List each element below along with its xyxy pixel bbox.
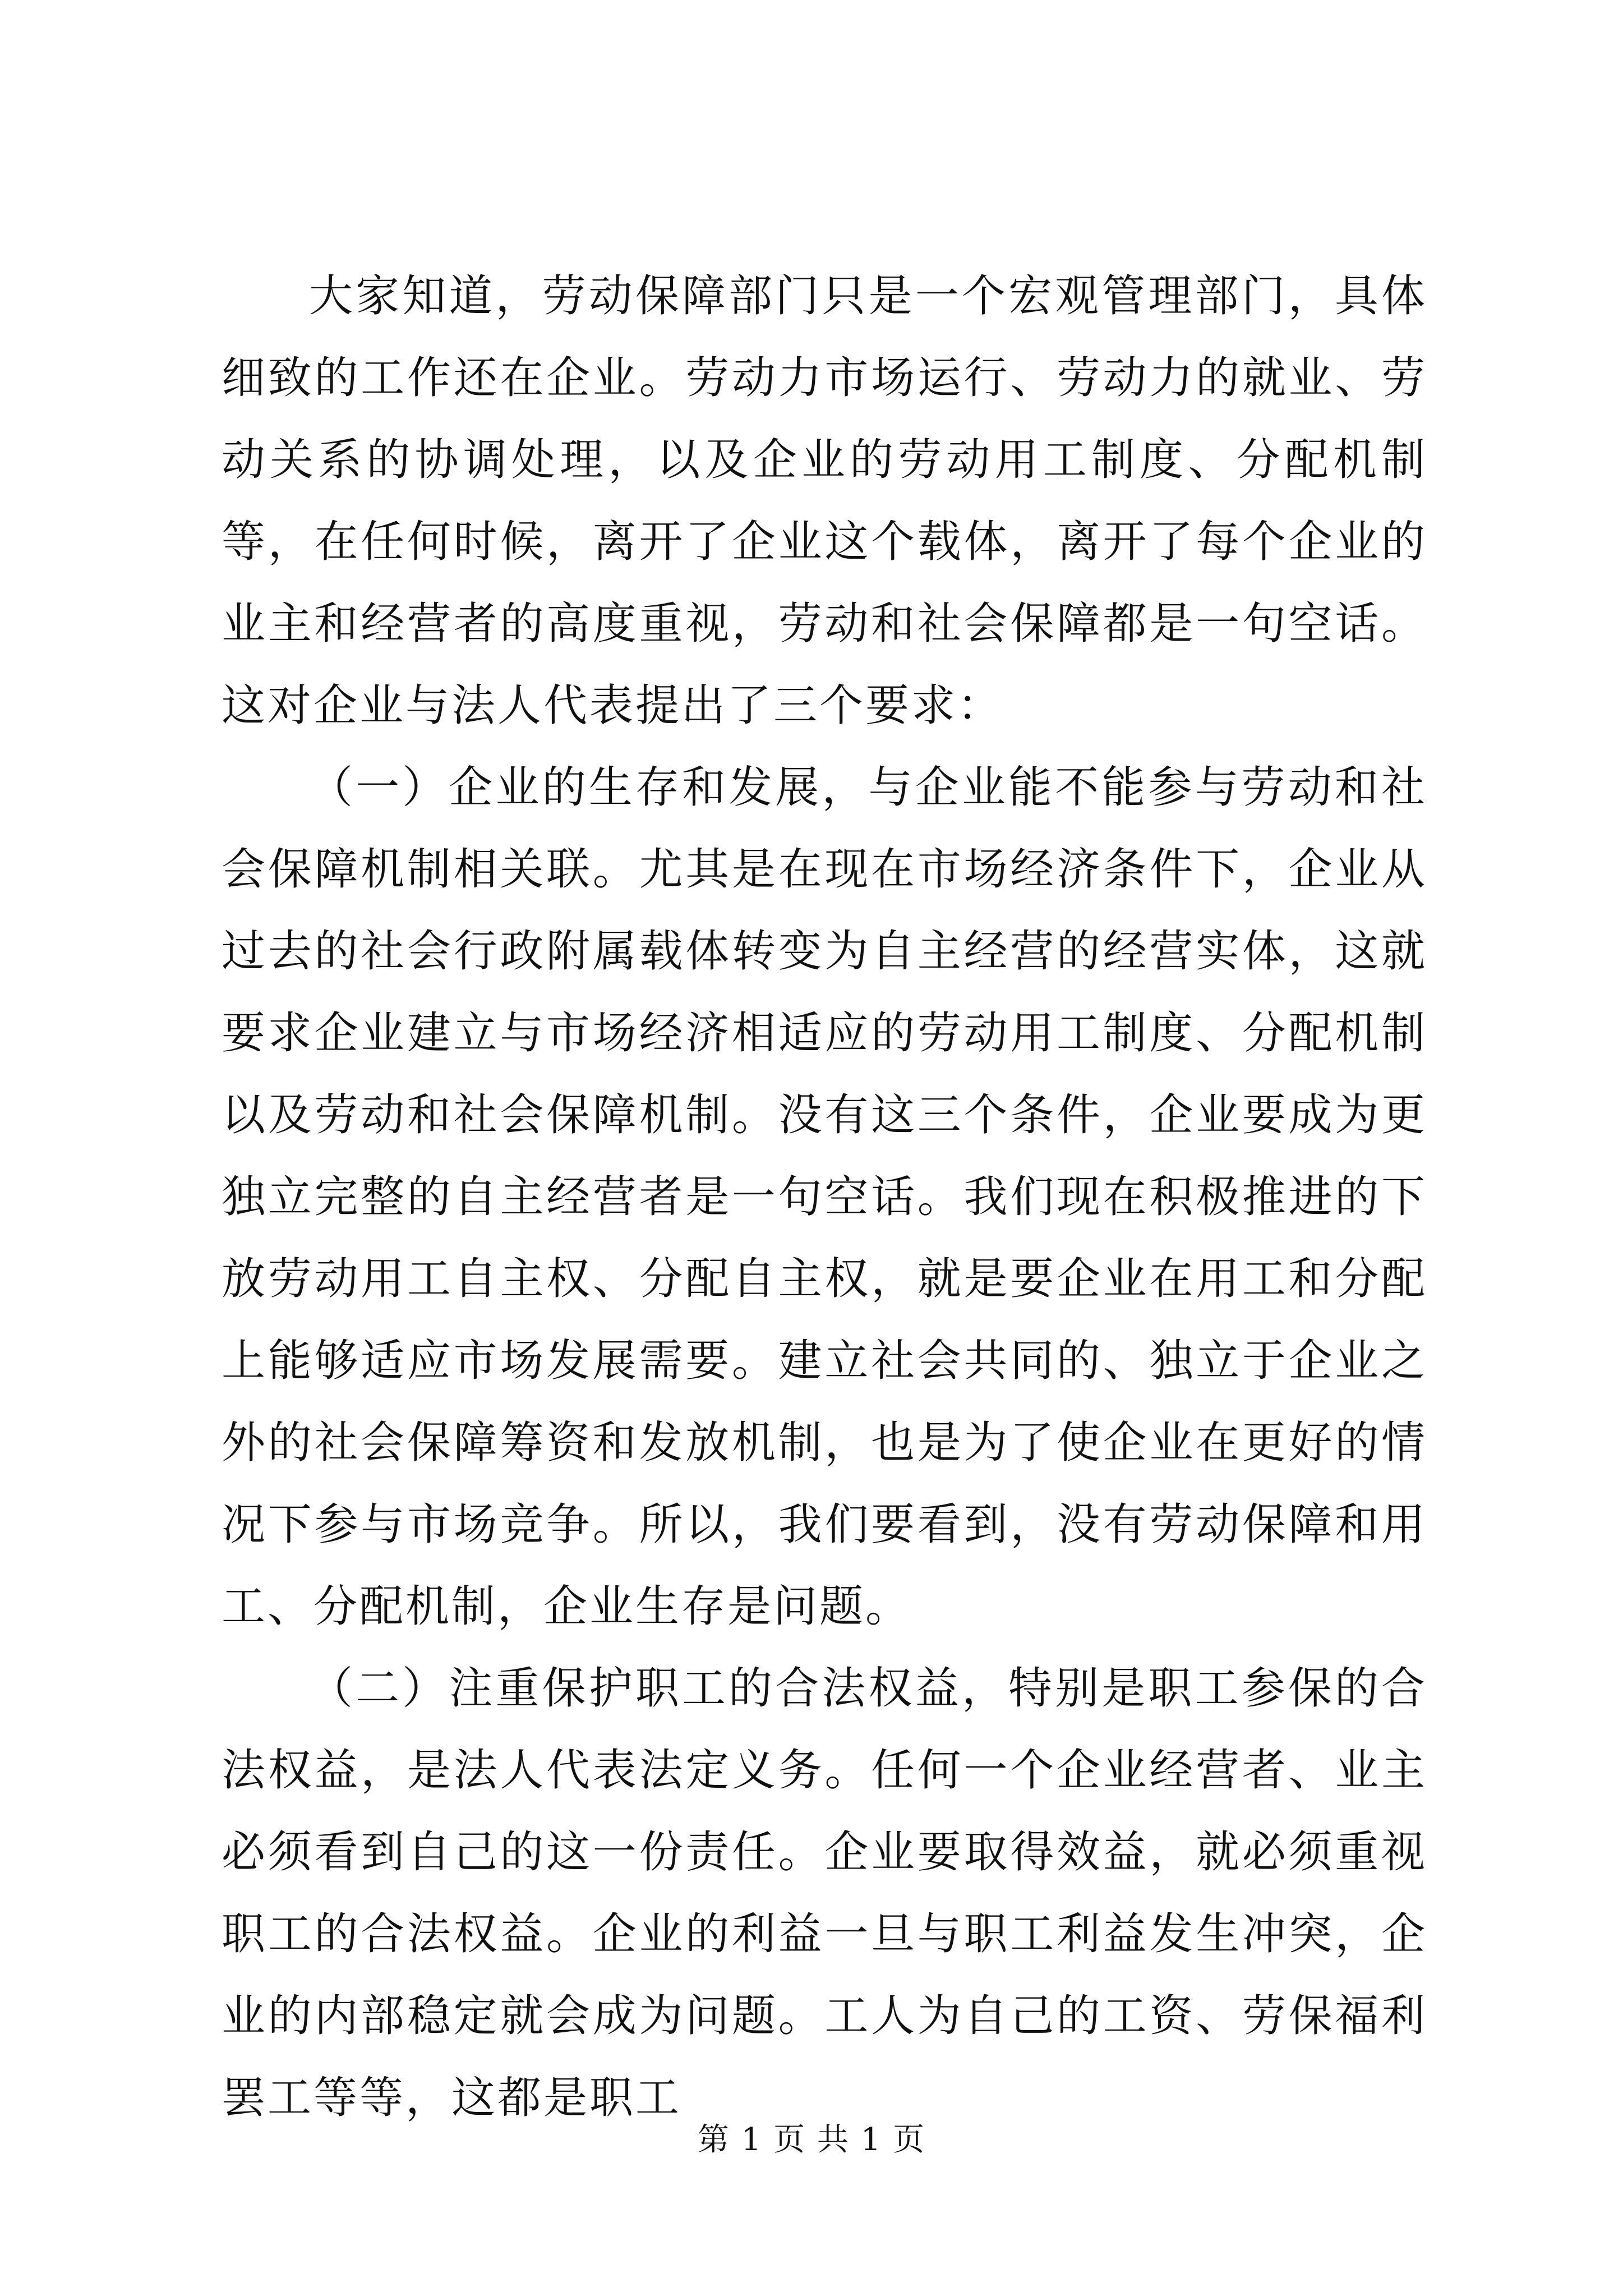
paragraph-requirement-2: （二）注重保护职工的合法权益，特别是职工参保的合法权益，是法人代表法定义务。任何一个企业经营者、业主必须看到自己的这一份责任。企业要取得效益，就必须重视职工的合法权益。企业的利益一旦与职工利益发生冲突，企业的内部稳定就会成为问题。工人为自己的工资、劳保福利罢工等等，这都是职工 <box>222 1663 1427 2123</box>
document-body <box>222 255 1427 2139</box>
page-footer: 第 1 页 共 1 页 <box>697 2122 926 2158</box>
paragraph-intro: 大家知道，劳动保障部门只是一个宏观管理部门，具体细致的工作还在企业。劳动力市场运行、劳动力的就业、劳动关系的协调处理，以及企业的劳动用工制度、分配机制等，在任何时候，离开了企业这个载体，离开了每个企业的业主和经营者的高度重视，劳动和社会保障都是一句空话。这对企业与法人代表提出了三个要求： <box>222 271 1427 731</box>
paragraph-requirement-1: （一）企业的生存和发展，与企业能不能参与劳动和社会保障机制相关联。尤其是在现在市场经济条件下，企业从过去的社会行政附属载体转变为自主经营的经营实体，这就要求企业建立与市场经济相适应的劳动用工制度、分配机制以及劳动和社会保障机制。没有这三个条件，企业要成为更独立完整的自主经营者是一句空话。我们现在积极推进的下放劳动用工自主权、分配自主权，就是要企业在用工和分配上能够适应市场发展需要。建立社会共同的、独立于企业之外的社会保障筹资和发放机制，也是为了使企业在更好的情况下参与市场竞争。所以，我们要看到，没有劳动保障和用工、分配机制，企业生存是问题。 <box>222 762 1427 1632</box>
